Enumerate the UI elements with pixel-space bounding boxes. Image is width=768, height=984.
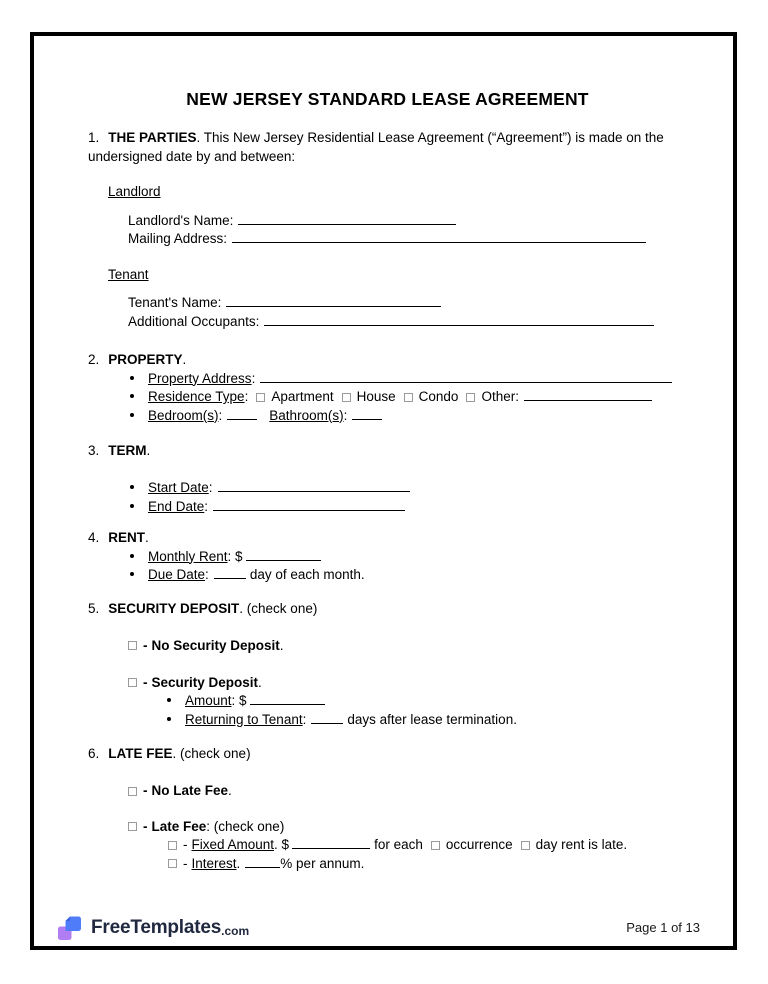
- fixed-amount-mid: for each: [374, 837, 423, 852]
- monthly-rent-label: Monthly Rent: [148, 548, 228, 564]
- no-late-fee-option: - No Late Fee.: [128, 782, 687, 801]
- section-4-heading-line: 4. RENT.: [88, 530, 149, 545]
- tenant-name-line: [128, 294, 687, 313]
- section-1-paragraph: [88, 129, 687, 166]
- security-deposit-option: - Security Deposit.: [128, 674, 687, 693]
- interest-suffix: % per annum.: [280, 855, 365, 871]
- bullet-icon: [130, 413, 134, 417]
- additional-occupants-label: Additional Occupants:: [128, 313, 260, 329]
- monthly-rent-line: Monthly Rent: $: [130, 548, 687, 567]
- landlord-subheading: Landlord: [108, 184, 161, 199]
- checkbox-late-fee[interactable]: [128, 822, 137, 831]
- bullet-icon: [130, 394, 134, 398]
- fixed-amount-label: Fixed Amount: [191, 837, 275, 852]
- tenant-name-label: Tenant's Name:: [128, 295, 222, 310]
- mailing-address-blank[interactable]: [232, 231, 646, 243]
- checkbox-condo[interactable]: [404, 393, 413, 402]
- residence-type-line: Residence Type: Apartment House Condo Other:: [130, 388, 687, 407]
- landlord-name-line: [128, 212, 687, 231]
- page-footer: [57, 915, 700, 942]
- brand-tld: .com: [221, 923, 250, 938]
- property-address-blank[interactable]: [260, 371, 672, 383]
- lease-agreement-page: [30, 32, 737, 950]
- freetemplates-logo: [57, 915, 249, 942]
- landlord-name-blank[interactable]: [238, 213, 456, 225]
- bullet-icon: [130, 376, 134, 380]
- checkbox-interest[interactable]: [168, 859, 177, 868]
- apartment-option-label: Apartment: [271, 389, 334, 404]
- section-1-text: . This New Jersey Residential Lease Agreement (“Agreement”) is made on the undersigned date by and between:: [88, 130, 664, 164]
- interest-blank[interactable]: [245, 856, 280, 868]
- landlord-name-label: Landlord's Name:: [128, 212, 234, 228]
- due-date-suffix: day of each month.: [249, 567, 365, 582]
- end-date-line: End Date:: [130, 498, 687, 517]
- deposit-amount-blank[interactable]: [250, 693, 325, 705]
- section-4-heading: RENT: [108, 530, 146, 545]
- property-address-line: Property Address:: [130, 370, 687, 389]
- fixed-amount-line: - Fixed Amount. $ for each occurrence day rent is late.: [168, 836, 687, 855]
- additional-occupants-line: [128, 313, 687, 332]
- section-2-heading-line: 2. PROPERTY.: [88, 352, 187, 367]
- section-5-heading: SECURITY DEPOSIT: [108, 600, 240, 616]
- bathrooms-blank[interactable]: [352, 408, 382, 420]
- bullet-icon: [130, 485, 134, 489]
- late-fee-label: Late Fee: [151, 818, 207, 834]
- checkbox-apartment[interactable]: [256, 393, 265, 402]
- section-1-heading: THE PARTIES: [108, 130, 197, 145]
- section-5-heading-line: 5. SECURITY DEPOSIT. (check one): [88, 600, 318, 616]
- section-3-number: 3.: [88, 443, 100, 458]
- bullet-icon: [130, 554, 134, 558]
- checkbox-occurrence[interactable]: [431, 841, 440, 850]
- bullet-icon: [130, 504, 134, 508]
- no-security-deposit-label: No Security Deposit: [151, 637, 280, 653]
- start-date-label: Start Date: [148, 480, 209, 495]
- due-date-line: Due Date: day of each month.: [130, 566, 687, 585]
- additional-occupants-blank[interactable]: [264, 314, 654, 326]
- other-option-label: Other:: [481, 389, 519, 404]
- returning-days-blank[interactable]: [311, 712, 343, 724]
- condo-option-label: Condo: [418, 389, 459, 404]
- page-indicator: Page 1 of 13: [626, 920, 700, 936]
- returning-to-tenant-label: Returning to Tenant: [185, 711, 303, 727]
- due-date-label: Due Date: [148, 567, 206, 582]
- section-6-heading-line: 6. LATE FEE. (check one): [88, 746, 251, 761]
- day-rent-late-label: day rent is late.: [535, 837, 628, 852]
- returning-to-tenant-line: Returning to Tenant: days after lease termination.: [167, 711, 687, 730]
- security-deposit-label: Security Deposit: [151, 674, 259, 690]
- checkbox-fixed-amount[interactable]: [168, 841, 177, 850]
- section-2-number: 2.: [88, 352, 100, 367]
- deposit-amount-line: Amount: $: [167, 692, 687, 711]
- checkbox-other[interactable]: [466, 393, 475, 402]
- no-late-fee-label: No Late Fee: [151, 783, 229, 798]
- start-date-blank[interactable]: [218, 480, 410, 492]
- occurrence-label: occurrence: [445, 837, 513, 852]
- brand-name: FreeTemplates: [91, 917, 222, 939]
- checkbox-no-security-deposit[interactable]: [128, 641, 137, 650]
- start-date-line: Start Date:: [130, 479, 687, 498]
- fixed-amount-blank[interactable]: [292, 837, 370, 849]
- bedrooms-label: Bedroom(s): [148, 407, 219, 423]
- monthly-rent-blank[interactable]: [246, 549, 321, 561]
- section-6-number: 6.: [88, 746, 100, 761]
- late-fee-option: - Late Fee: (check one): [128, 818, 687, 837]
- section-3-heading-line: 3. TERM.: [88, 443, 151, 458]
- section-1-number: 1.: [88, 130, 100, 145]
- no-security-deposit-option: - No Security Deposit.: [128, 637, 687, 656]
- residence-type-label: Residence Type: [148, 389, 245, 404]
- bedrooms-blank[interactable]: [227, 408, 257, 420]
- interest-label: Interest: [191, 855, 237, 871]
- due-date-blank[interactable]: [214, 567, 246, 579]
- section-5-number: 5.: [88, 600, 100, 616]
- tenant-subheading: Tenant: [108, 266, 149, 282]
- page-title: NEW JERSEY STANDARD LEASE AGREEMENT: [186, 89, 589, 109]
- checkbox-day-rent-late[interactable]: [521, 841, 530, 850]
- landlord-address-line: [128, 230, 687, 249]
- property-address-label: Property Address: [148, 370, 252, 386]
- checkbox-no-late-fee[interactable]: [128, 787, 137, 796]
- tenant-name-blank[interactable]: [226, 295, 441, 307]
- house-option-label: House: [356, 389, 396, 404]
- section-4-number: 4.: [88, 530, 100, 545]
- bullet-icon: [167, 698, 171, 702]
- mailing-address-label: Mailing Address:: [128, 231, 228, 246]
- other-residence-blank[interactable]: [524, 389, 652, 401]
- checkbox-security-deposit[interactable]: [128, 678, 137, 687]
- returning-suffix: days after lease termination.: [347, 711, 517, 727]
- end-date-blank[interactable]: [213, 499, 405, 511]
- deposit-amount-label: Amount: [185, 693, 232, 708]
- bedrooms-bathrooms-line: Bedroom(s): Bathroom(s):: [130, 407, 687, 426]
- checkbox-house[interactable]: [342, 393, 351, 402]
- section-3-heading: TERM: [108, 443, 147, 458]
- interest-line: - Interest. % per annum.: [168, 855, 687, 874]
- section-2-heading: PROPERTY: [108, 352, 183, 367]
- bathrooms-label: Bathroom(s): [269, 407, 344, 423]
- end-date-label: End Date: [148, 498, 205, 514]
- section-6-heading: LATE FEE: [108, 746, 173, 761]
- freetemplates-logo-icon: [57, 915, 84, 942]
- bullet-icon: [130, 572, 134, 576]
- bullet-icon: [167, 717, 171, 721]
